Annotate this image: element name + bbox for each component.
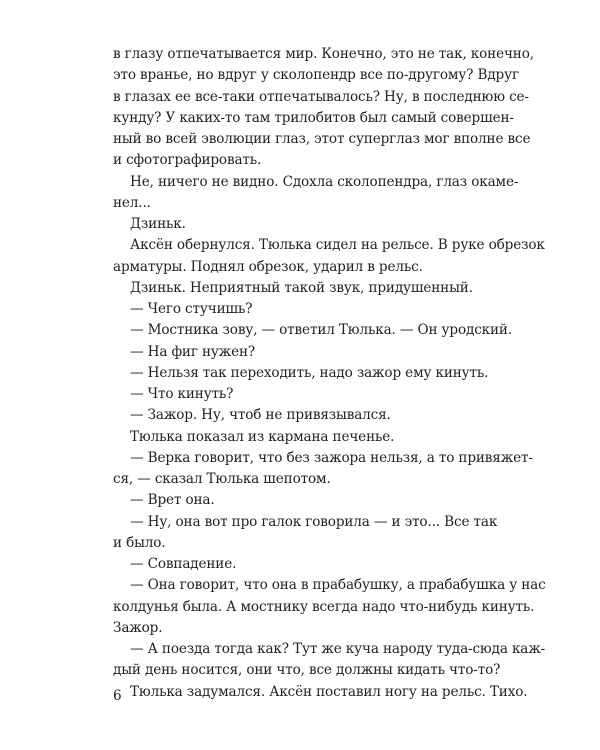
text-line: Тюлька задумался. Аксён поставил ногу на рельс. Тихо. bbox=[130, 683, 528, 700]
text-line: кунду? У каких-то там трилобитов был самый совершен- bbox=[113, 109, 514, 126]
text-line: — Зажор. Ну, чтоб не привязывался. bbox=[130, 407, 391, 424]
text-line: дый день носится, они что, все должны кидать что-то? bbox=[113, 662, 501, 679]
text-line: — Ну, она вот про галок говорила — и это... Все так bbox=[130, 513, 498, 530]
text-line: и сфотографировать. bbox=[113, 152, 262, 169]
text-line: ный во всей эволюции глаз, этот суперглаз мог вполне все bbox=[113, 131, 531, 147]
text-line: арматуры. Поднял обрезок, ударил в рельс. bbox=[113, 258, 423, 275]
text-line: в глазу отпечатывается мир. Конечно, это не так, конечно, bbox=[113, 46, 534, 62]
text-line: — Она говорит, что она в прабабушку, а прабабушка у нас bbox=[130, 577, 546, 594]
text-line: — Нельзя так переходить, надо зажор ему кинуть. bbox=[130, 364, 489, 381]
text-line: — Мостника зову, — ответил Тюлька. — Он уродский. bbox=[130, 322, 513, 339]
text-line: Тюлька показал из кармана печенье. bbox=[130, 428, 395, 445]
text-line: это вранье, но вдруг у сколопендр все по-другому? Вдруг bbox=[113, 67, 519, 84]
text-line: колдунья была. А мостнику всегда надо что-нибудь кинуть. bbox=[113, 598, 535, 615]
text-line: — Совпадение. bbox=[130, 556, 237, 572]
text-line: — На фиг нужен? bbox=[130, 343, 256, 360]
text-line: — А поезда тогда как? Тут же куча народу туда-сюда каж- bbox=[130, 641, 546, 657]
text-line: Дзиньк. Неприятный такой звук, придушенный. bbox=[130, 279, 473, 296]
text-line: — Верка говорит, что без зажора нельзя, а то привяжет- bbox=[130, 449, 533, 466]
body-text bbox=[113, 44, 546, 703]
text-line: ся, — сказал Тюлька шепотом. bbox=[113, 471, 331, 487]
page-number: 6 bbox=[113, 688, 122, 704]
text-line: в глазах ее все-таки отпечатывалось? Ну, в последнюю се- bbox=[113, 88, 529, 105]
text-line: Не, ничего не видно. Сдохла сколопендра, глаз окаме- bbox=[130, 173, 519, 190]
text-line: — Чего стучишь? bbox=[130, 301, 253, 317]
text-line: — Что кинуть? bbox=[130, 386, 234, 402]
text-line: нел... bbox=[113, 194, 151, 211]
text-line: и было. bbox=[113, 534, 166, 551]
text-line: — Врет она. bbox=[130, 492, 215, 509]
text-line: Зажор. bbox=[113, 619, 163, 636]
text-line: Дзиньк. bbox=[130, 216, 186, 232]
text-line: Аксён обернулся. Тюлька сидел на рельсе. В руке обрезок bbox=[130, 237, 545, 254]
